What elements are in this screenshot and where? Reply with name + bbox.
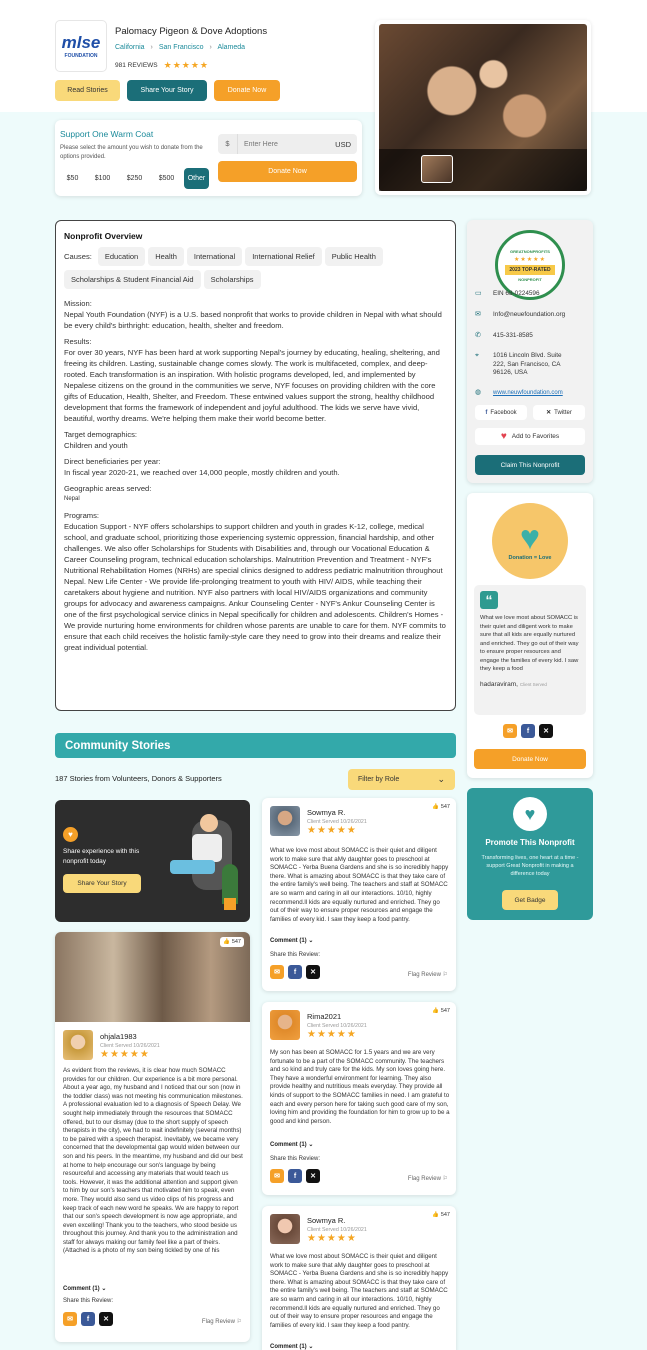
cause-chip-scholarships-aid[interactable]: Scholarships & Student Financial Aid	[64, 270, 201, 289]
hero-thumbnail[interactable]	[421, 155, 453, 183]
like-count: 547	[440, 1212, 450, 1218]
geo-label: Geographic areas served:	[64, 484, 152, 493]
badge-stars: ★★★★★	[514, 256, 546, 263]
flag-label: Flag Review	[407, 1176, 441, 1182]
flag-icon: ⚐	[442, 1176, 448, 1182]
review-card-rima	[262, 1002, 456, 1195]
promote-title: Promote This Nonprofit	[485, 838, 575, 847]
causes-label: Causes:	[64, 252, 92, 261]
review-summary	[115, 60, 209, 71]
person-illustration	[170, 812, 245, 912]
programs-label: Programs:	[64, 511, 100, 520]
flag-label: Flag Review	[407, 972, 441, 978]
currency-symbol: $	[218, 134, 238, 154]
promote-heart-icon: ♥	[513, 797, 547, 831]
breadcrumb	[115, 44, 245, 51]
id-card-icon: ▭	[475, 290, 482, 297]
org-logo	[55, 20, 107, 72]
amount-500-button[interactable]: $500	[158, 175, 175, 182]
review-text: What we love most about SOMACC is their quiet and diligent work to make sure that aMy daughter goes to preschool at SOMACC - Yerba Buena Gardens and she is so incredibly happy there. What is amazing about SOMACC is that they take care of the entire family's well being. The teachers and staff at SOMACC are so warm and caring in all our interactions. 10/10, highly recommend.ll kids are equally nurtured and enriched. They go out of their way to ensure proper resources and engage the families of every kid. I saw they keep a food pantry.	[270, 847, 449, 923]
programs-text: Education Support - NYF offers scholarships to support children and youth in grades K-12, college, medical school, and graduate school, prioritizing those experiencing systemic oppression, financial hardship, and other challenges. We also offer Scholarships for Students with Disabilities and, through our Vocational Education & Career Counseling program, technical education scholarships. Malnutrition Prevention and Treatment - NYF's Nutritional Rehabilitation Homes (NRHs) are special clinics designed to address pediatric malnutrition throughout Nepal. New Life Center - We provide life-prolonging treatment to youth with HIV/ AIDS, while teaching their caretakers about hygiene and nutrition. NYF also partners with local HIV/AIDS organizations and community groups for advocacy and awareness campaigns. Ankur Counseling Center - NYF's Ankur Counseling Center is one of the first psychological service clinics in Nepal specifically for children and adolescents. Children's Homes - We provide nurturing home environments for children whose parents are unable to care for them. NYF commits to ensure that each child receives the holistic family-style care they need to grow into their dreams and realize their great individual potential.	[64, 522, 446, 652]
quote-author: hadaraviram,	[480, 680, 518, 688]
causes-row	[64, 247, 447, 293]
community-title: Community Stories	[65, 739, 171, 752]
filter-by-role-dropdown[interactable]	[348, 769, 455, 790]
globe-icon: ◍	[475, 389, 482, 396]
quote-box	[474, 585, 586, 715]
reviewer-name: Sowmya R.	[307, 1216, 346, 1225]
cause-chip-health[interactable]: Health	[148, 247, 184, 266]
review-text: My son has been at SOMACC for 1.5 years and we are very fortunate to be a part of the SOMACC community. The teachers and so kind and truly care for the kids. My son loves going here. They have a wonderful environment for learning. They also provide healthy and nutritious meals everyday. They provide all kinds of support to the SOMACC families in need. I am grateful to each and every person here for taking such good care of my son, loving him and providing the foundation for him to grow up to be a good and kind person.	[270, 1049, 450, 1125]
x-share-icon[interactable]: ✕	[306, 1169, 320, 1183]
chevron-down-icon: ⌄	[308, 1344, 314, 1350]
quote-author-role: Client Served	[519, 681, 547, 687]
breadcrumb-state[interactable]: California	[115, 44, 145, 51]
address-text: 1016 Lincoln Blvd. Suite 222, San Francisco, CA 96126, USA	[493, 352, 562, 376]
info-card	[467, 220, 593, 483]
email-text[interactable]: Info@neuefoundation.org	[493, 311, 566, 318]
review-card-sowmya-1	[262, 798, 456, 991]
review-share-icons	[270, 1169, 324, 1183]
get-badge-button[interactable]: Get Badge	[502, 890, 558, 910]
thumbs-up-icon: 👍	[432, 804, 440, 810]
share-experience-card	[55, 800, 250, 922]
comment-label: Comment (1)	[270, 1142, 307, 1148]
flag-review-button[interactable]	[202, 1318, 242, 1325]
like-count: 547	[440, 1008, 450, 1014]
chevron-down-icon: ⌄	[308, 938, 314, 944]
share-review-label: Share this Review:	[270, 1156, 321, 1162]
comment-toggle[interactable]	[63, 1285, 106, 1292]
comment-label: Comment (1)	[270, 1344, 307, 1350]
comment-toggle[interactable]	[270, 1141, 313, 1148]
reviewer-avatar	[270, 806, 300, 836]
address-row	[475, 352, 595, 378]
cause-chip-education[interactable]: Education	[98, 247, 145, 266]
donate-title: Support One Warm Coat	[60, 129, 154, 139]
flag-icon: ⚐	[236, 1319, 242, 1325]
logo-text: mlse	[61, 33, 101, 52]
quote-text: What we love most about SOMACC is their quiet and diligent work to make sure that all kids are equally nurtured and enriched. They go out of their way to ensure proper resources and engage the families of every kid. I saw they keep a food	[480, 615, 579, 672]
comment-toggle[interactable]	[270, 1343, 313, 1350]
review-count[interactable]: 981 REVIEWS	[115, 62, 158, 69]
review-card-ohjala	[55, 932, 250, 1342]
thumbs-up-icon: 👍	[432, 1008, 440, 1014]
review-likes[interactable]	[220, 937, 244, 947]
twitter-button[interactable]	[533, 405, 585, 420]
twitter-label: Twitter	[554, 409, 572, 416]
claim-nonprofit-button[interactable]: Claim This Nonprofit	[475, 455, 585, 475]
flag-label: Flag Review	[201, 1319, 235, 1325]
amount-250-button[interactable]: $250	[126, 175, 143, 182]
review-stars: ★★★★★	[307, 1233, 357, 1244]
currency-code: USD	[335, 139, 351, 149]
location-pin-icon: ⌖	[475, 352, 479, 359]
like-count: 547	[231, 939, 241, 945]
cause-chip-international[interactable]: International	[187, 247, 242, 266]
amount-100-button[interactable]: $100	[94, 175, 111, 182]
x-share-icon[interactable]: ✕	[539, 724, 553, 738]
mail-share-icon[interactable]: ✉	[270, 1169, 284, 1183]
review-stars: ★★★★★	[307, 825, 357, 836]
x-icon: ✕	[546, 410, 552, 416]
donate-description: Please select the amount you wish to donate from the options provided.	[60, 145, 203, 160]
badge-mid-text: 2023 TOP-RATED	[505, 265, 554, 275]
hero-image-card	[375, 20, 591, 195]
cause-chip-public-health[interactable]: Public Health	[325, 247, 383, 266]
target-text: Children and youth	[64, 441, 128, 450]
filter-label: Filter by Role	[358, 776, 400, 783]
love-donate-button[interactable]: Donate Now	[474, 749, 586, 769]
comment-toggle[interactable]	[270, 937, 313, 944]
review-date: Client Served 10/26/2021	[307, 819, 367, 825]
amount-input-group	[218, 134, 357, 154]
badge-love-text: Donation = Love	[508, 555, 552, 561]
like-count: 547	[440, 804, 450, 810]
amount-other-button[interactable]: Other	[184, 168, 209, 189]
love-card	[467, 493, 593, 778]
phone-text[interactable]: 415-331-8585	[493, 332, 533, 339]
mission-text: Nepal Youth Foundation (NYF) is a U.S. based nonprofit that works to provide children in Nepal with what should be every child's birthright: education, health, shelter and freedom.	[64, 310, 442, 330]
reviewer-avatar	[270, 1010, 300, 1040]
amount-input[interactable]	[238, 141, 335, 148]
review-likes[interactable]	[432, 1008, 450, 1014]
donate-box	[55, 120, 362, 196]
chevron-down-icon: ⌄	[308, 1142, 314, 1148]
cause-chip-international-relief[interactable]: International Relief	[245, 247, 322, 266]
amount-options	[60, 168, 209, 189]
chevron-right-icon: ›	[209, 44, 212, 51]
comment-label: Comment (1)	[270, 938, 307, 944]
facebook-button[interactable]	[475, 405, 527, 420]
logo-subtext: FOUNDATION	[64, 53, 98, 59]
thumbs-up-icon: 👍	[223, 939, 231, 945]
share-card-button[interactable]: Share Your Story	[63, 874, 141, 893]
beneficiaries-label: Direct beneficiaries per year:	[64, 457, 161, 466]
review-share-icons	[270, 965, 324, 979]
facebook-icon: f	[485, 409, 488, 416]
website-row	[475, 389, 595, 398]
geo-text: Nepal	[64, 496, 80, 502]
chevron-right-icon: ›	[150, 44, 153, 51]
facebook-share-icon[interactable]: f	[81, 1312, 95, 1326]
add-favorites-button[interactable]	[475, 428, 585, 445]
facebook-share-icon[interactable]: f	[288, 965, 302, 979]
mail-share-icon[interactable]: ✉	[270, 965, 284, 979]
review-date: Client Served 10/26/2021	[307, 1023, 367, 1029]
x-share-icon[interactable]: ✕	[99, 1312, 113, 1326]
email-row	[475, 311, 595, 320]
mail-icon: ✉	[475, 311, 481, 318]
cause-chip-scholarships[interactable]: Scholarships	[204, 270, 261, 289]
share-review-label: Share this Review:	[63, 1298, 114, 1304]
donate-box-button[interactable]: Donate Now	[218, 161, 357, 182]
read-stories-button[interactable]: Read Stories	[55, 80, 120, 101]
ein-row	[475, 290, 595, 299]
hero-overlay-bar	[379, 149, 587, 191]
org-name: Palomacy Pigeon & Dove Adoptions	[115, 26, 268, 37]
share-heart-icon: ♥	[63, 827, 78, 842]
reviewer-avatar	[270, 1214, 300, 1244]
ein-text: EIN 68-0224596	[493, 290, 540, 297]
facebook-share-icon[interactable]: f	[288, 1169, 302, 1183]
target-label: Target demographics:	[64, 430, 138, 439]
donation-love-badge	[492, 503, 568, 579]
stories-count: 187 Stories from Volunteers, Donors & Supporters	[55, 774, 222, 783]
promote-card	[467, 788, 593, 920]
love-share-icons	[503, 724, 557, 738]
flag-review-button[interactable]	[408, 1175, 448, 1182]
mail-share-icon[interactable]: ✉	[63, 1312, 77, 1326]
hero-photo	[379, 24, 587, 191]
beneficiaries-text: In fiscal year 2020-21, we reached over 14,000 people, mostly children and youth.	[64, 468, 340, 477]
flag-review-button[interactable]	[408, 971, 448, 978]
reviewer-name: ohjala1983	[100, 1032, 137, 1041]
badge-top-text: GREATNONPROFITS	[510, 248, 550, 254]
share-card-text: Share experience with this nonprofit today	[63, 848, 140, 865]
review-stars: ★★★★★	[307, 1029, 357, 1040]
mail-share-icon[interactable]: ✉	[503, 724, 517, 738]
review-share-icons	[63, 1312, 117, 1326]
results-text: For over 30 years, NYF has been hard at work supporting Nepal's journey by educating, healing, sheltering, and freeing its children. Lasting, sustainable change comes slowly. The work is multifaceted, complex, and deep-rooted. Each transformation is an inspiration. With holistic programs developed, led, and implemented by Nepalese citizens on the ground in the communities we serve, NYF focuses on providing children with the core gifts of Education, Health, Shelter, and Freedom. These entwined values support the strong, healthy childhood development that forms the framework of independent and joyful adulthood. The kids we serve have vivid, beautiful, worthy dreams. We're helping them make their world become better.	[64, 348, 440, 423]
website-link[interactable]: www.neuwfoundation.com	[493, 390, 563, 396]
reviewer-name: Sowmya R.	[307, 808, 346, 817]
rating-stars: ★★★★★	[163, 60, 209, 70]
review-likes[interactable]	[432, 1212, 450, 1218]
reviewer-name: Rima2021	[307, 1012, 342, 1021]
heart-icon: ♥	[500, 431, 507, 442]
facebook-label: Facebook	[490, 409, 517, 416]
heart-character-icon: ♥	[519, 519, 541, 557]
share-review-label: Share this Review:	[270, 952, 321, 958]
review-text: As evident from the reviews, it is clear how much SOMACC provides for our children. Our experience is a bit more personal. About a year ago, my husband and I noticed that our son (now in the toddler class) was not meeting his communication milestones. A professional evaluation led to a diagnosis of Speech Delay. We sought help immediately through the resources that SOMACC offered, but to our dismay (due to the short supply of speech therapists in the city), we had to wait indefinitely (several months) to be paired with a speech therapist. Inevitably, we became very concerned that the developmental gap would widen between our son and his peers. In the meantime, my husband and did our best at home to help encourage our son's language by being resourceful and accessing any materials that would teach us tools. However, it was the additional attention and support given to him by our son's teachers that motivated him to speak, even more. They would also send us video clips of his progress and keep track of each new word he speaks. We are happy to report that our son's speech development is now age appropriate, and even excelling! Thank you to the teachers, who stood beside us throughout this journey. And thank you to the administration and staff for always making our family feel like a part of theirs. (Attached is a photo of my son being tickled by one of his	[63, 1067, 243, 1255]
results-label: Results:	[64, 337, 92, 346]
badge-bot-text: NONPROFIT	[518, 276, 542, 282]
review-date: Client Served 10/26/2021	[307, 1227, 367, 1233]
breadcrumb-city[interactable]: San Francisco	[158, 44, 204, 51]
reviewer-avatar	[63, 1030, 93, 1060]
mission-label: Mission:	[64, 299, 92, 308]
review-text: What we love most about SOMACC is their quiet and diligent work to make sure that aMy daughter goes to preschool at SOMACC - Yerba Buena Gardens and she is so incredibly happy there. What is amazing about SOMACC is that they take care of the entire family's well being. The teachers and staff at SOMACC are so warm and caring in all our interactions. 10/10, highly recommend.ll kids are equally nurtured and enriched. They go out of their way to ensure proper resources and engage the families of every kid. I saw they keep a food pantry.	[270, 1253, 449, 1329]
phone-row	[475, 332, 595, 341]
thumbs-up-icon: 👍	[432, 1212, 440, 1218]
review-likes[interactable]	[432, 804, 450, 810]
comment-label: Comment (1)	[63, 1286, 100, 1292]
community-header	[55, 733, 456, 758]
review-stars: ★★★★★	[100, 1049, 150, 1060]
donate-now-button[interactable]: Donate Now	[214, 80, 280, 101]
facebook-share-icon[interactable]: f	[521, 724, 535, 738]
breadcrumb-area[interactable]: Alameda	[217, 44, 246, 51]
amount-50-button[interactable]: $50	[66, 175, 79, 182]
chevron-down-icon: ⌄	[101, 1286, 107, 1292]
flag-icon: ⚐	[442, 972, 448, 978]
overview-title: Nonprofit Overview	[64, 231, 143, 241]
favorites-label: Add to Favorites	[511, 433, 560, 440]
share-story-button[interactable]: Share Your Story	[127, 80, 207, 101]
phone-icon: ✆	[475, 332, 481, 339]
x-share-icon[interactable]: ✕	[306, 965, 320, 979]
nonprofit-overview	[55, 220, 456, 711]
chevron-down-icon: ⌄	[437, 774, 445, 784]
quote-icon: “	[480, 591, 498, 609]
promote-description: Transforming lives, one heart at a time - support Great Nonprofit in making a difference today	[481, 855, 579, 877]
review-card-sowmya-2	[262, 1206, 456, 1350]
review-date: Client Served 10/26/2021	[100, 1043, 160, 1049]
